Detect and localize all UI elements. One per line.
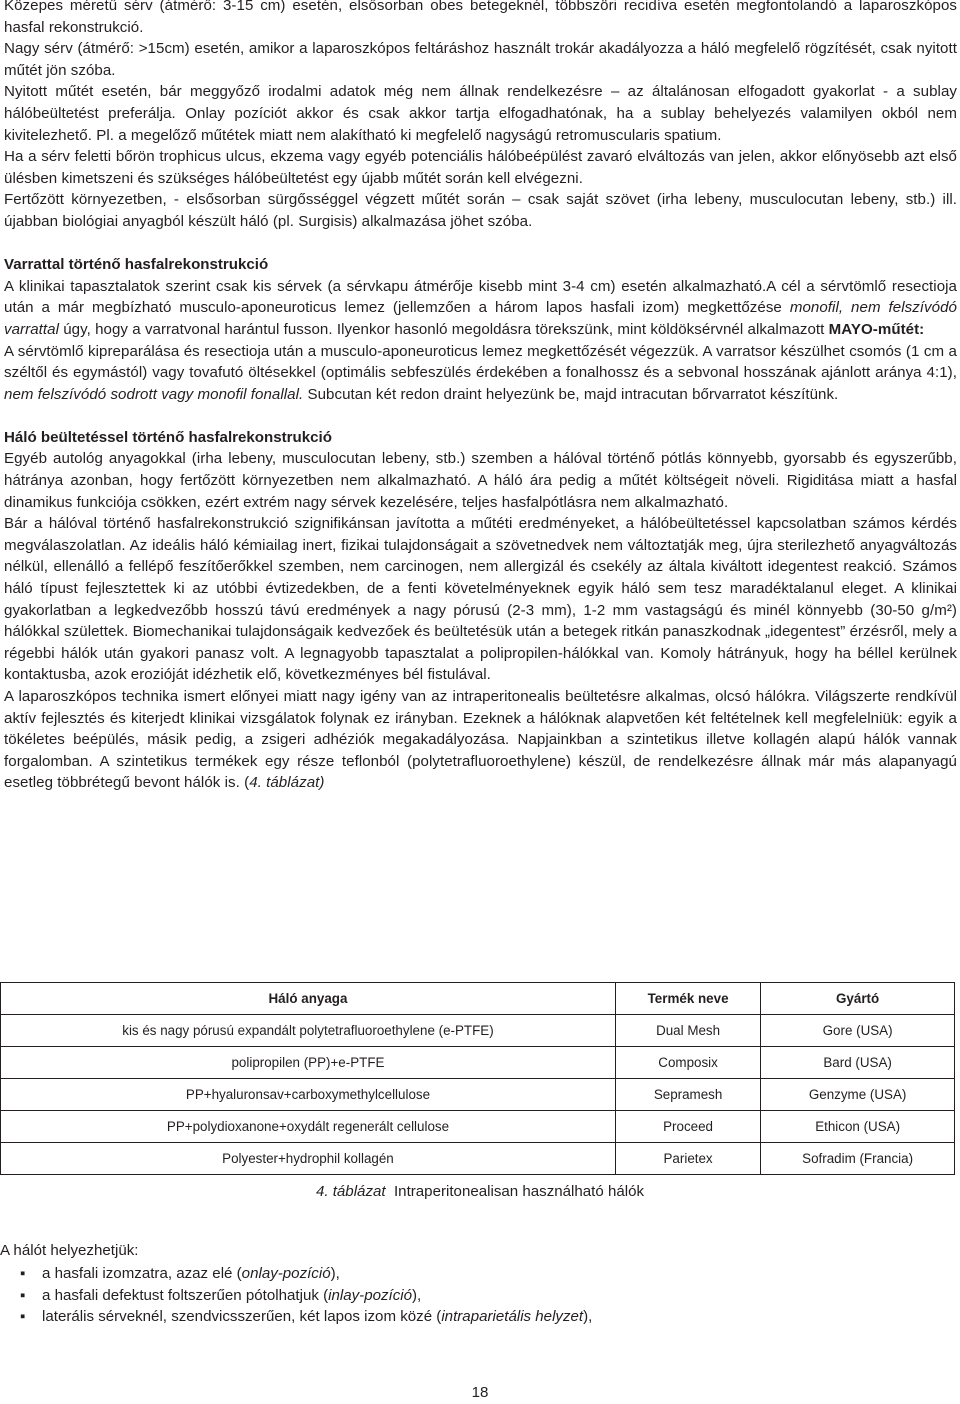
bullet-icon: ▪ bbox=[20, 1286, 26, 1304]
text-run: 4. táblázat) bbox=[249, 774, 325, 792]
paragraph bbox=[4, 513, 957, 686]
paragraph bbox=[4, 189, 957, 232]
cell-material: PP+polydioxanone+oxydált regenerált cellulose bbox=[1, 1111, 616, 1143]
cell-material: polipropilen (PP)+e-PTFE bbox=[1, 1047, 616, 1079]
table-body bbox=[1, 1015, 955, 1175]
text-run: inlay-pozíció bbox=[328, 1286, 413, 1304]
paragraph bbox=[4, 146, 957, 189]
header-material: Háló anyaga bbox=[1, 983, 616, 1015]
section-heading: Háló beültetéssel történő hasfalrekonstrukció bbox=[4, 428, 332, 446]
text-run: ), bbox=[330, 1265, 340, 1282]
text-run: nem felszívódó sodrott vagy monofil fonallal. bbox=[4, 385, 304, 403]
cell-material: Polyester+hydrophil kollagén bbox=[1, 1143, 616, 1175]
table-header-row bbox=[1, 983, 955, 1015]
cell-manufacturer: Bard (USA) bbox=[761, 1047, 955, 1079]
caption-text: Intraperitonealisan használható hálók bbox=[393, 1183, 645, 1200]
text-run: Nyitott műtét esetén, bár meggyőző irodalmi adatok még nem állnak rendelkezésre – az általánosan elfogadott gyakorlat - a sublay hálóbeültetést preferálja. Onlay pozíciót akkor és csak akkor tartja elfogadhatónak, ha a sublay behelyezés valamilyen okból nem kivitelezhető. Pl. a megelőző műtétek miatt nem alakítható ki megfelelő nagyságú retromuscularis spatium. bbox=[4, 83, 957, 144]
text-run: Nagy sérv (átmérő: >15cm) esetén, amikor a laparoszkópos feltáráshoz használt trokár akadályozza a háló megfelelő rögzítését, csak nyitott műtét jön szóba. bbox=[4, 40, 957, 79]
list-item bbox=[0, 1306, 592, 1328]
text-run: Fertőzött környezetben, - elsősorban sürgősséggel végzett műtét során – csak saját szövet (irha lebeny, musculocutan lebeny, stb.) ill. újabban biológiai anyagból készült háló (pl. Surgisis) alkalmazása jöhet szóba. bbox=[4, 191, 957, 230]
bullet-icon: ▪ bbox=[20, 1308, 26, 1326]
table-caption bbox=[0, 1181, 960, 1203]
section-heading: Varrattal történő hasfalrekonstrukció bbox=[4, 256, 269, 274]
text-run: monofil, nem felszívódó varrattal bbox=[4, 299, 957, 338]
text-run: Közepes méretű sérv (átmérő: 3-15 cm) esetén, elsősorban obes betegeknél, többszöri recidíva esetén megfontolandó a laparoszkópos hasfal rekonstrukció. bbox=[4, 0, 957, 36]
text-run: A sérvtömlő kipreparálása és resectioja után a musculo-aponeuroticus lemez megkettőzését végezzük. A varratsor készülhet csomós (1 cm a széltől és egymástól) vagy tovafutó öltésekkel (optimális sebfeszülés érdekében a fonalhossz és a sebvonal hosszának ajánlott aránya 4:1), bbox=[4, 342, 957, 382]
text-flow bbox=[4, 0, 957, 794]
cell-product: Composix bbox=[615, 1047, 760, 1079]
paragraph bbox=[4, 38, 957, 81]
text-run: onlay-pozíció bbox=[241, 1265, 331, 1282]
table-row bbox=[1, 1143, 955, 1175]
text-run: ), bbox=[412, 1286, 422, 1304]
text-run: A klinikai tapasztalatok szerint csak kis sérvek (a sérvkapu átmérője kisebb mint 3-4 cm) esetén alkalmazható.A cél a sérvtömlő resectioja után a már megbízható musculo-aponeuroticus lemez (jellemzően a három lapos hasfali izom) megkettőzése bbox=[4, 277, 957, 317]
caption-label: 4. táblázat bbox=[315, 1183, 386, 1200]
mesh-table bbox=[0, 982, 955, 1175]
paragraph bbox=[4, 341, 957, 406]
placement-list bbox=[0, 1263, 592, 1328]
text-run: ), bbox=[583, 1308, 593, 1326]
cell-manufacturer: Genzyme (USA) bbox=[761, 1079, 955, 1111]
header-manufacturer: Gyártó bbox=[761, 983, 955, 1015]
cell-product: Proceed bbox=[615, 1111, 760, 1143]
paragraph bbox=[4, 0, 957, 38]
paragraph bbox=[4, 81, 957, 146]
cell-manufacturer: Gore (USA) bbox=[761, 1015, 955, 1047]
text-run: intraparietális helyzet bbox=[441, 1308, 584, 1326]
cell-product: Sepramesh bbox=[615, 1079, 760, 1111]
paragraph bbox=[4, 686, 957, 794]
text-run: úgy, hogy a varratvonal harántul fusson. Ilyenkor hasonló megoldásra törekszünk, mint köldöksérvnél alkalmazott bbox=[58, 320, 829, 338]
text-run: Ha a sérv feletti bőrön trophicus ulcus, ekzema vagy egyéb potenciális hálóbeépülést zavaró elváltozás van jelen, akkor előnyösebb azt első ülésben kimetszeni és szükséges hálóbeültetést egy újabb műtét során kell elvégezni. bbox=[4, 148, 957, 187]
text-run: A laparoszkópos technika ismert előnyei miatt nagy igény van az intraperitonealis beültetésre alkalmas, olcsó hálókra. Világszerte rendkívül aktív fejlesztés és kiterjedt klinikai vizsgálatok folynak ez irányban. Ezeknek a hálóknak alapvetően két feltételnek kell megfelelniük: egyik a tökéletes beépülés, másik pedig, a zsigeri adhéziók megakadályozása. Napjainkban a szintetikus illetve kollagén alapú hálók vannak forgalomban. A szintetikus termékek egy része teflonból (polytetrafluoroethylene) készül, de rendelkezésre állnak már más alapanyagú esetleg többrétegű bevont hálók is. ( bbox=[4, 688, 957, 792]
text-run: Subcutan két redon draint helyezünk be, majd intracutan bőrvarratot készítünk. bbox=[303, 385, 839, 403]
text-run: Bár a hálóval történő hasfalrekonstrukció szignifikánsan javította a műtéti eredményeket, a hálóbeültetéssel kapcsolatban számos kérdés megválaszolatlan. Az ideális háló kémiailag inert, fizikai tulajdonságait a szövetnedvek nem változtatják meg, újra sterilezhető anyagváltozás nélkül, ellenálló a fellépő feszítőerőkkel szemben, nem carcinogen, nem allergizál és csekély az általa kiváltott idegentest reakció. Számos háló típust fejlesztettek ki az utóbbi évtizedekben, de a fenti követelményeknek egyik háló sem tesz maradéktalanul eleget. A klinikai gyakorlatban a legkedvezőbb hosszú távú eredmények a nagy pórusú (2-3 mm), 1-2 mm vastagságú és minél könnyebb (30-50 g/m²) hálókkal születtek. Biomechanikai tulajdonságaik kedvezőek és beültetésük után a betegek ritkán panaszkodnak „idegentest” érzésről, mely a régebbi hálók után gyakori panasz volt. A legnagyobb tapasztalat a polipropilen-hálókkal van. Komoly hátrányuk, hogy ha béllel kerülnek kontaktusba, azok erozióját idézhetik elő, következményes bél fistulával. bbox=[4, 515, 957, 684]
text-run: laterális sérveknél, szendvicsszerűen, két lapos izom közé ( bbox=[42, 1308, 442, 1326]
page-number: 18 bbox=[471, 1384, 489, 1401]
cell-material: kis és nagy pórusú expandált polytetrafluoroethylene (e-PTFE) bbox=[1, 1015, 616, 1047]
cell-manufacturer: Sofradim (Francia) bbox=[761, 1143, 955, 1175]
paragraph-gap bbox=[4, 405, 957, 427]
page-content bbox=[4, 0, 957, 794]
table-row bbox=[1, 1079, 955, 1111]
text-run: Egyéb autológ anyagokkal (irha lebeny, musculocutan lebeny, stb.) szemben a hálóval történő pótlás könnyebb, gyorsabb és egyszerűbb, hátránya azonban, hogy fertőzött környezetben nem alkalmazható. A háló ára pedig a műtét költségeit növeli. Rigiditása miatt a hasfal dinamikus funkciója csökken, ezért extrém nagy sérvek kezelésére, teljes hasfalpótlásra nem alkalmazható. bbox=[4, 450, 957, 511]
list-item bbox=[0, 1285, 592, 1307]
table-row bbox=[1, 1015, 955, 1047]
table-row bbox=[1, 1047, 955, 1079]
cell-material: PP+hyaluronsav+carboxymethylcellulose bbox=[1, 1079, 616, 1111]
paragraph bbox=[4, 276, 957, 341]
list-item bbox=[0, 1263, 592, 1285]
placement-intro: A hálót helyezhetjük: bbox=[0, 1242, 139, 1259]
text-run: a hasfali izomzatra, azaz elé ( bbox=[42, 1265, 242, 1282]
bullet-icon: ▪ bbox=[20, 1265, 26, 1282]
cell-product: Dual Mesh bbox=[615, 1015, 760, 1047]
cell-manufacturer: Ethicon (USA) bbox=[761, 1111, 955, 1143]
header-product: Termék neve bbox=[615, 983, 760, 1015]
text-run: a hasfali defektust foltszerűen pótolhatjuk ( bbox=[42, 1286, 329, 1304]
text-run: MAYO-műtét: bbox=[828, 320, 925, 338]
table-row bbox=[1, 1111, 955, 1143]
cell-product: Parietex bbox=[615, 1143, 760, 1175]
paragraph bbox=[4, 448, 957, 513]
paragraph-gap bbox=[4, 233, 957, 255]
